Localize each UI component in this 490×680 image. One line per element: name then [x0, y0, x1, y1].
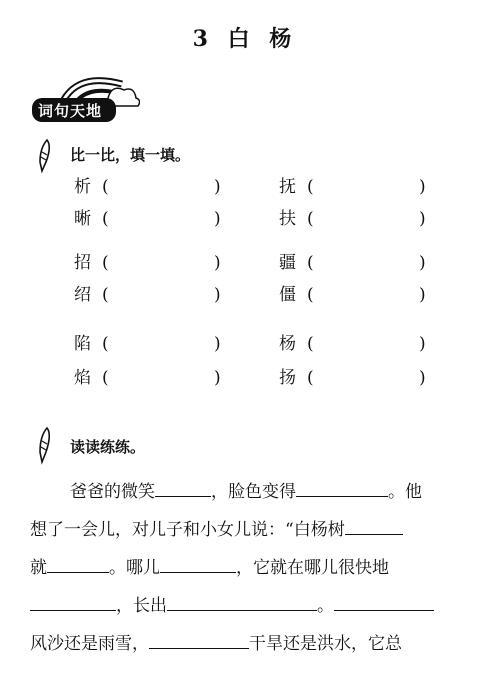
exercise1-instruction: 比一比，填一填。 — [70, 146, 191, 164]
passage-line: 想了一会儿，对儿子和小女儿说：“白杨树 — [30, 518, 403, 540]
pen-icon — [34, 138, 54, 174]
fill-blank[interactable] — [334, 594, 434, 611]
pen-icon — [34, 426, 54, 466]
lesson-title: 3 白 杨 — [192, 26, 298, 52]
fill-blank[interactable] — [47, 556, 109, 573]
passage-line: 风沙还是雨雪， 干旱还是洪水，它总 — [30, 634, 402, 654]
fill-blank[interactable] — [30, 594, 116, 611]
fill-blank[interactable] — [167, 594, 317, 611]
passage-line: 爸爸的微笑 ，脸色变得 。他 — [70, 482, 422, 502]
fill-blank[interactable] — [296, 480, 388, 497]
passage-line: ，长出 。 — [30, 594, 434, 616]
fill-blank[interactable] — [160, 556, 236, 573]
exercise2-instruction: 读读练练。 — [70, 438, 146, 456]
fill-blank[interactable] — [345, 518, 403, 535]
section-badge — [30, 68, 140, 124]
fill-blank[interactable] — [155, 480, 211, 497]
fill-blank[interactable] — [149, 632, 249, 649]
badge-label: 词句天地 — [38, 102, 103, 120]
passage-line: 就 。哪儿 ，它就在哪儿很快地 — [30, 558, 389, 578]
